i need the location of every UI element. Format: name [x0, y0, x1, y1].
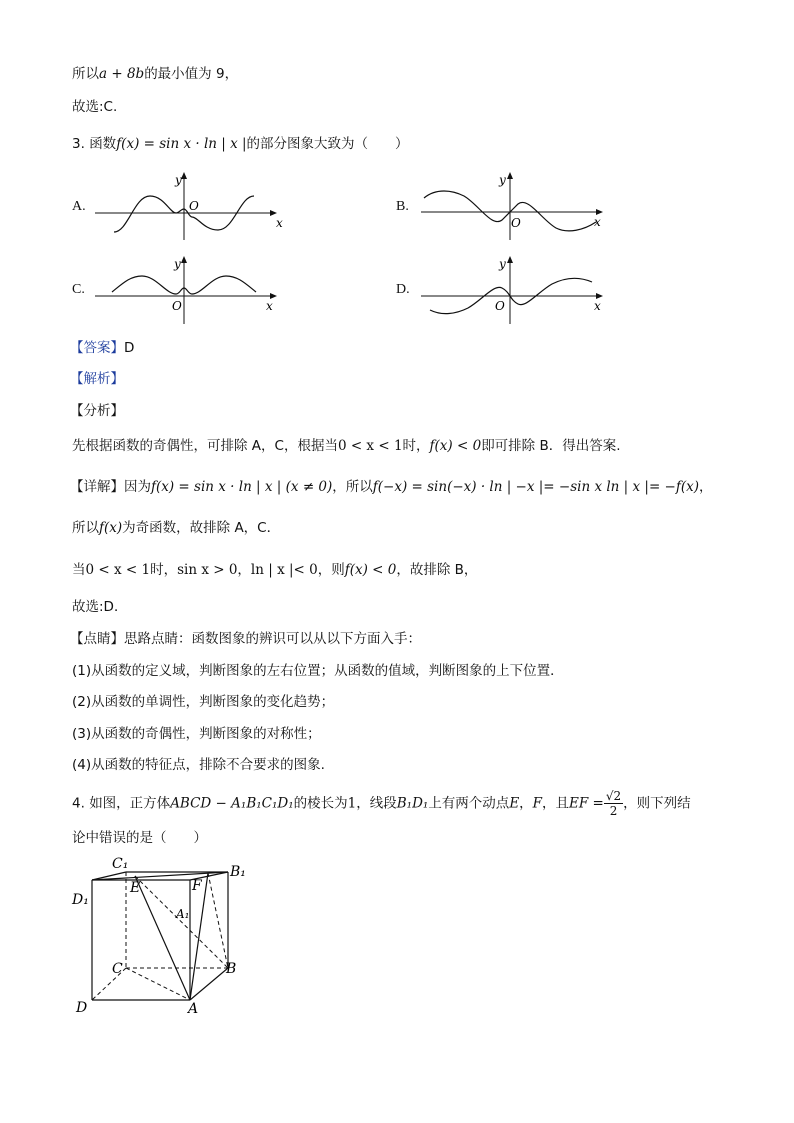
text: 的最小值为 9，	[144, 66, 239, 82]
origin-label: O	[511, 216, 521, 230]
math-expr: a + 8b	[99, 66, 145, 82]
vertex-d: D	[76, 1000, 88, 1016]
tip-item: (1)从函数的定义域，判断图象的左右位置；从函数的值域，判断图象的上下位置．	[72, 663, 564, 679]
x-axis-label: x	[276, 216, 283, 230]
analysis-label: 【解析】	[70, 371, 124, 387]
x-axis-label: x	[594, 299, 601, 313]
odd-line	[72, 518, 280, 538]
option-a-graph	[90, 170, 290, 240]
vertex-a: A	[188, 1001, 199, 1017]
text: 上有两个动点	[428, 795, 510, 812]
math-expr: ln | x |< 0	[250, 562, 318, 578]
question-number: 4.	[72, 795, 85, 812]
option-d-label: D.	[396, 282, 410, 297]
detail-tag: 【详解】	[70, 479, 124, 495]
option-a-label: A.	[72, 199, 86, 214]
vertex-d1: D₁	[72, 892, 89, 908]
text: 时，	[150, 562, 178, 578]
vertex-b: B	[226, 961, 237, 977]
text: 时，	[402, 438, 430, 454]
text: ，且	[542, 795, 570, 812]
analysis-tag	[70, 369, 124, 389]
text: ，则	[317, 562, 345, 578]
text: 当	[72, 562, 86, 578]
origin-label: O	[189, 199, 199, 213]
fenxi-tag: 【分析】	[70, 403, 124, 419]
vertex-c1: C₁	[112, 856, 129, 872]
text: 即可排除 B．得出答案.	[481, 438, 621, 454]
choose-d-line: 故选:D．	[72, 599, 128, 615]
answer-value: D	[124, 340, 135, 356]
math-expr: EF =	[569, 795, 604, 812]
option-b-label: B.	[396, 199, 409, 214]
math-expr: f(x)	[99, 520, 123, 536]
text: ，	[699, 479, 713, 495]
text: 函数	[89, 136, 117, 152]
text: 的部分图象大致为（ ）	[246, 136, 409, 152]
option-b-graph	[416, 170, 616, 240]
text: 所以	[72, 66, 99, 82]
y-axis-label: y	[175, 173, 182, 187]
math-expr: ABCD − A₁B₁C₁D₁	[170, 795, 294, 812]
fenxi-text	[72, 436, 621, 456]
numerator: √2	[605, 789, 622, 803]
answer-line	[70, 338, 134, 358]
q4-stem-line2: 论中错误的是（ ）	[72, 830, 207, 846]
choose-line: 故选:C.	[72, 99, 118, 115]
point-f: F	[192, 878, 202, 894]
text: ，则下列结	[623, 795, 691, 812]
point-e: E	[130, 880, 141, 896]
option-c-label: C.	[72, 282, 85, 297]
text: 为奇函数，故排除 A，C．	[122, 520, 281, 536]
q3-stem	[72, 134, 409, 154]
text: ，故排除 B，	[396, 562, 478, 578]
y-axis-label: y	[499, 257, 506, 271]
tip-item: (3)从函数的奇偶性，判断图象的对称性；	[72, 726, 321, 742]
cube-figure	[70, 850, 270, 1020]
answer-tag: 【答案】	[70, 340, 124, 356]
origin-label: O	[172, 299, 182, 313]
tip-line	[70, 629, 421, 649]
math-expr: 1	[347, 795, 357, 812]
vertex-b1: B₁	[230, 864, 246, 880]
question-number: 3.	[72, 136, 85, 152]
denominator: 2	[609, 804, 618, 818]
text: ，所以	[332, 479, 373, 495]
math-expr: F	[532, 795, 543, 812]
detail-line	[70, 477, 713, 497]
text: ，	[519, 795, 533, 812]
tip-item: (4)从函数的特征点，排除不合要求的图象.	[72, 757, 325, 773]
text: ，	[237, 562, 251, 578]
math-expr: E	[509, 795, 520, 812]
origin-label: O	[495, 299, 505, 313]
text: 思路点睛：函数图象的辨识可以从以下方面入手：	[124, 631, 421, 647]
tip-tag: 【点睛】	[70, 631, 124, 647]
when-line	[72, 560, 477, 580]
math-expr: f(x) = sin x · ln | x | (x ≠ 0)	[151, 479, 333, 495]
math-expr: f(−x) = sin(−x) · ln | −x |= −sin x ln | x |= −f(x)	[372, 479, 700, 495]
math-expr: 0 < x < 1	[337, 438, 403, 454]
x-axis-label: x	[266, 299, 273, 313]
option-c-graph	[90, 254, 290, 324]
text: 先根据函数的奇偶性，可排除 A，C，根据当	[72, 438, 338, 454]
q4-stem	[72, 789, 691, 818]
math-expr: f(x) < 0	[344, 562, 397, 578]
text: 所以	[72, 520, 99, 536]
option-d-graph	[416, 254, 616, 324]
vertex-a1: A₁	[176, 907, 190, 921]
math-expr: sin x > 0	[177, 562, 238, 578]
tip-item: (2)从函数的单调性，判断图象的变化趋势；	[72, 694, 335, 710]
fraction	[604, 789, 623, 818]
x-axis-label: x	[594, 215, 601, 229]
y-axis-label: y	[499, 173, 506, 187]
math-expr: 0 < x < 1	[85, 562, 151, 578]
text: 如图，正方体	[89, 795, 171, 812]
vertex-c: C	[112, 961, 123, 977]
math-expr: f(x) = sin x · ln | x |	[116, 136, 247, 152]
text: ，线段	[356, 795, 397, 812]
min-value-line	[72, 64, 238, 84]
text: 因为	[124, 479, 151, 495]
y-axis-label: y	[174, 257, 181, 271]
math-expr: f(x) < 0	[429, 438, 482, 454]
text: 的棱长为	[293, 795, 348, 812]
math-expr: B₁D₁	[396, 795, 429, 812]
